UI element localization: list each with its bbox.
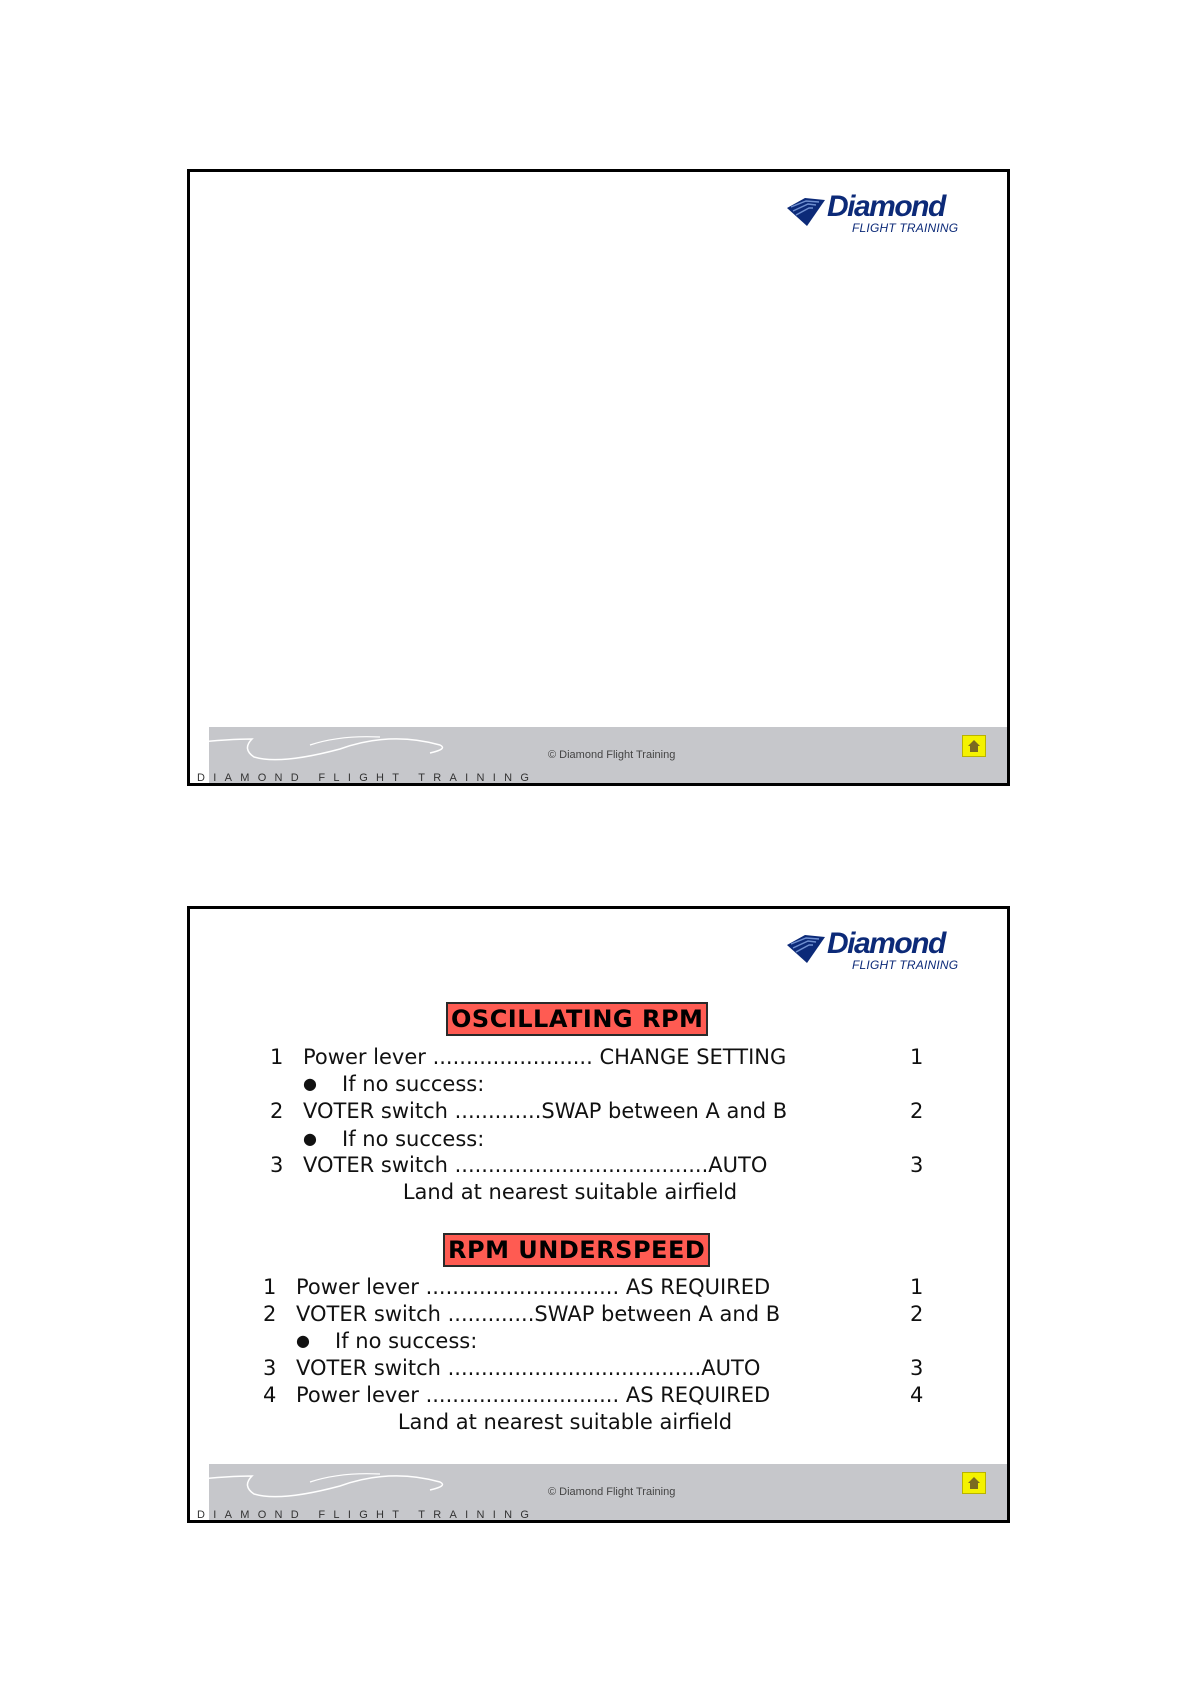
- logo-subtitle: FLIGHT TRAINING: [852, 221, 959, 235]
- checklist-step: [270, 1097, 924, 1125]
- step-text: Power lever ............................. AS REQUIRED: [296, 1383, 771, 1407]
- step-number: 1: [263, 1275, 277, 1299]
- copyright-text: © Diamond Flight Training: [548, 749, 676, 761]
- brand-strip: DIAMOND FLIGHT TRAINING: [197, 772, 538, 784]
- step-number-right: 3: [910, 1153, 924, 1177]
- slide-footer: [197, 727, 1007, 784]
- landing-note: Land at nearest suitable airfield: [397, 1410, 733, 1434]
- step-number-right: 1: [910, 1275, 924, 1299]
- checklist-step: [263, 1354, 924, 1382]
- logo-wordmark: Diamond: [827, 190, 945, 223]
- checklist-bullet: [270, 1070, 670, 1098]
- logo-wordmark: Diamond: [827, 927, 945, 960]
- bullet-text: If no success:: [342, 1127, 485, 1151]
- diamond-logo: [785, 192, 965, 236]
- checklist-step: [263, 1381, 924, 1409]
- bullet-icon: ●: [303, 1129, 317, 1148]
- diamond-logo: [785, 929, 965, 973]
- home-icon: [967, 1476, 981, 1490]
- step-number: 2: [270, 1099, 284, 1123]
- checklist-step: [263, 1300, 924, 1328]
- step-number-right: 1: [910, 1045, 924, 1069]
- step-number: 2: [263, 1302, 277, 1326]
- step-text: VOTER switch .............SWAP between A and B: [303, 1099, 788, 1123]
- brand-strip: DIAMOND FLIGHT TRAINING: [197, 1509, 538, 1521]
- bullet-icon: ●: [296, 1331, 310, 1350]
- step-text: Power lever ........................ CHANGE SETTING: [303, 1045, 787, 1069]
- slide-1: [187, 169, 1010, 786]
- copyright-text: © Diamond Flight Training: [548, 1486, 676, 1498]
- landing-note: Land at nearest suitable airfield: [402, 1180, 738, 1204]
- step-number: 3: [270, 1153, 284, 1177]
- slide-footer: [197, 1464, 1007, 1521]
- home-button[interactable]: [962, 735, 986, 757]
- diamond-logo-icon: [785, 931, 829, 965]
- step-text: Power lever ............................. AS REQUIRED: [296, 1275, 771, 1299]
- step-number-right: 3: [910, 1356, 924, 1380]
- step-number-right: 2: [910, 1099, 924, 1123]
- step-number-right: 4: [910, 1383, 924, 1407]
- checklist-step: [270, 1043, 924, 1071]
- step-text: VOTER switch ......................................AUTO: [303, 1153, 768, 1177]
- diamond-logo-icon: [785, 194, 829, 228]
- checklist-bullet: [263, 1327, 663, 1355]
- logo-subtitle: FLIGHT TRAINING: [852, 958, 959, 972]
- oscillating-rpm-title: OSCILLATING RPM: [446, 1002, 708, 1036]
- bullet-text: If no success:: [342, 1072, 485, 1096]
- slide-2: [187, 906, 1010, 1523]
- home-button[interactable]: [962, 1472, 986, 1494]
- bullet-text: If no success:: [335, 1329, 478, 1353]
- step-number: 3: [263, 1356, 277, 1380]
- checklist-bullet: [270, 1125, 670, 1153]
- rpm-underspeed-title: RPM UNDERSPEED: [443, 1233, 710, 1267]
- step-number: 4: [263, 1383, 277, 1407]
- checklist-step: [263, 1273, 924, 1301]
- home-icon: [967, 739, 981, 753]
- step-number-right: 2: [910, 1302, 924, 1326]
- step-text: VOTER switch ......................................AUTO: [296, 1356, 761, 1380]
- bullet-icon: ●: [303, 1074, 317, 1093]
- step-number: 1: [270, 1045, 284, 1069]
- checklist-step: [270, 1151, 924, 1179]
- step-text: VOTER switch .............SWAP between A and B: [296, 1302, 781, 1326]
